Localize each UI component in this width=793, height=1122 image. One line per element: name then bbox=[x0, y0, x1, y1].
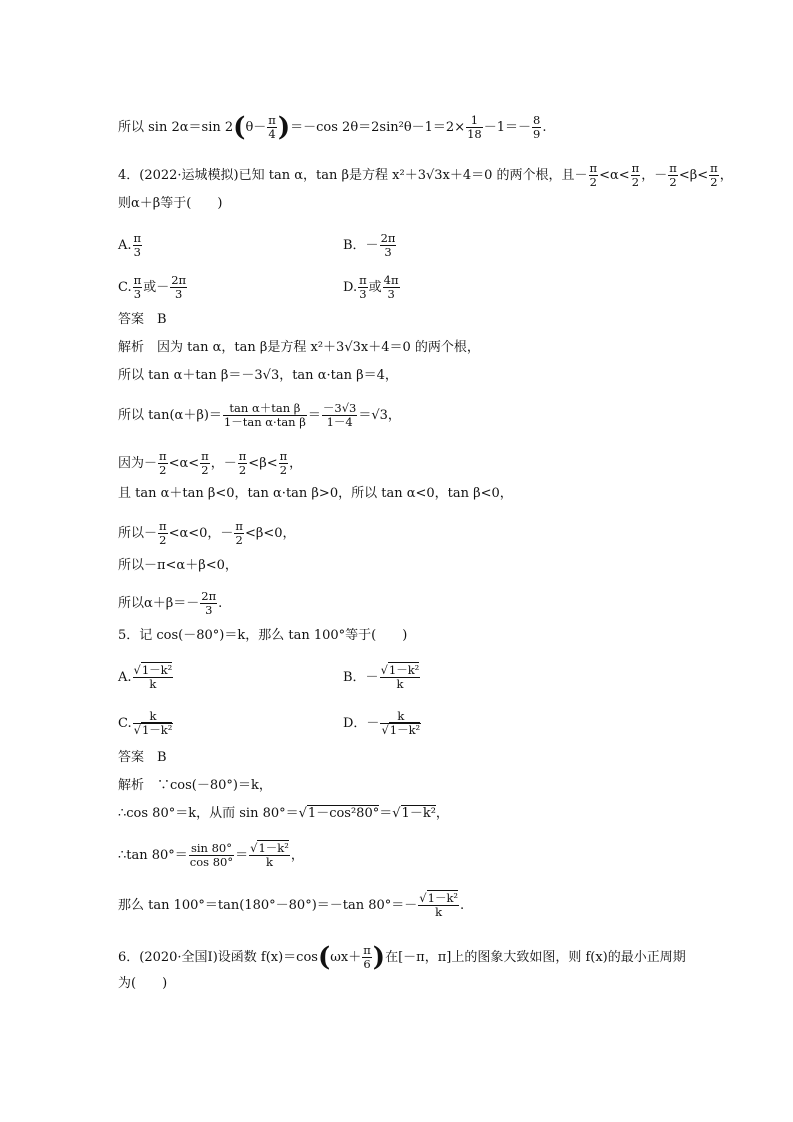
option-5c[interactable]: C. $\frac{k}{\text{√1－k²}}$ bbox=[118, 709, 173, 737]
option-5b[interactable]: B．－ $\frac{\text{√1－k²}}{k}$ bbox=[343, 663, 420, 691]
option-4d[interactable]: D. $\frac{\pi}{3}$ 或 $\frac{4\pi}{3}$ bbox=[343, 273, 399, 301]
option-4b[interactable]: B．－ $\frac{2\pi}{3}$ bbox=[343, 231, 396, 259]
option-4c[interactable]: C. $\frac{\pi}{3}$ 或－ $\frac{2\pi}{3}$ bbox=[118, 273, 187, 301]
solution-4-line7: 所以－π<α＋β<0， bbox=[118, 558, 238, 573]
question-6-stem: 6．(2020·全国Ⅰ)设函数 f(x)＝cos(ωx＋ $\frac{\pi}{6}$ )在[－π，π]上的图象大致如图，则 f(x)的最小正周期 bbox=[118, 942, 686, 973]
solution-5-line4: 那么 tan 100°＝tan(180°－80°)＝－tan 80°＝－ $\frac{\text{√1－k²}}{k}$ . bbox=[118, 891, 465, 919]
solution-4-line3: 所以 tan(α＋β)＝ $\frac{\text{tan α＋tan β}}{\text{1－tan α·tan β}}$ ＝ $\frac{-3√3}{1-4}$ ＝√3， bbox=[118, 401, 401, 429]
solution-4-line2: 所以 tan α＋tan β＝－3√3，tan α·tan β＝4， bbox=[118, 368, 398, 383]
answer-5: 答案 B bbox=[118, 750, 167, 765]
solution-4-line4: 因为－ $\frac{\pi}{2}$ <α< $\frac{\pi}{2}$ ，－ $\frac{\pi}{2}$ <β< $\frac{\pi}{2}$ ， bbox=[118, 449, 303, 477]
solution-line-sin2a: 所以 sin 2α＝sin 2(θ－ $\frac{\pi}{4}$ )＝－cos 2θ＝2sin²θ－1＝2× $\frac{1}{18}$ －1＝－ $\frac{8}{9}$ . bbox=[118, 112, 547, 143]
solution-4-line6: 所以－ $\frac{\pi}{2}$ <α<0，－ $\frac{\pi}{2}$ <β<0， bbox=[118, 519, 296, 547]
solution-5-line1: 解析 ∵cos(－80°)＝k， bbox=[118, 778, 272, 793]
solution-4-line5: 且 tan α＋tan β<0，tan α·tan β>0，所以 tan α<0，tan β<0， bbox=[118, 486, 513, 501]
option-4a[interactable]: A. $\frac{\pi}{3}$ bbox=[118, 231, 142, 259]
question-4-ask: 则α＋β等于( ) bbox=[118, 196, 223, 211]
solution-5-line2: ∴cos 80°＝k，从而 sin 80°＝√1－cos²80°＝√1－k²， bbox=[118, 806, 449, 821]
solution-4-line1: 解析 因为 tan α，tan β是方程 x²＋3√3x＋4＝0 的两个根， bbox=[118, 340, 480, 355]
option-5a[interactable]: A. $\frac{\text{√1－k²}}{k}$ bbox=[118, 663, 173, 691]
question-5-stem: 5．记 cos(－80°)＝k，那么 tan 100°等于( ) bbox=[118, 628, 408, 643]
question-4-stem: 4．(2022·运城模拟)已知 tan α，tan β是方程 x²＋3√3x＋4＝0 的两个根，且－ $\frac{\pi}{2}$ <α< $\frac{\pi}{2}$ ，－ $\frac{\pi}{2}$ <β< $\frac{\pi}{2}$ ， bbox=[118, 161, 733, 189]
option-5d[interactable]: D．－ $\frac{k}{\text{√1－k²}}$ bbox=[343, 709, 421, 737]
question-6-ask: 为( ) bbox=[118, 976, 168, 991]
solution-5-line3: ∴tan 80°＝ $\frac{\sin 80^\circ}{\cos 80^\circ}$ ＝ $\frac{\text{√1－k²}}{k}$ ， bbox=[118, 841, 304, 869]
answer-4: 答案 B bbox=[118, 312, 167, 327]
solution-4-line8: 所以α＋β＝－ $\frac{2\pi}{3}$ . bbox=[118, 589, 223, 617]
